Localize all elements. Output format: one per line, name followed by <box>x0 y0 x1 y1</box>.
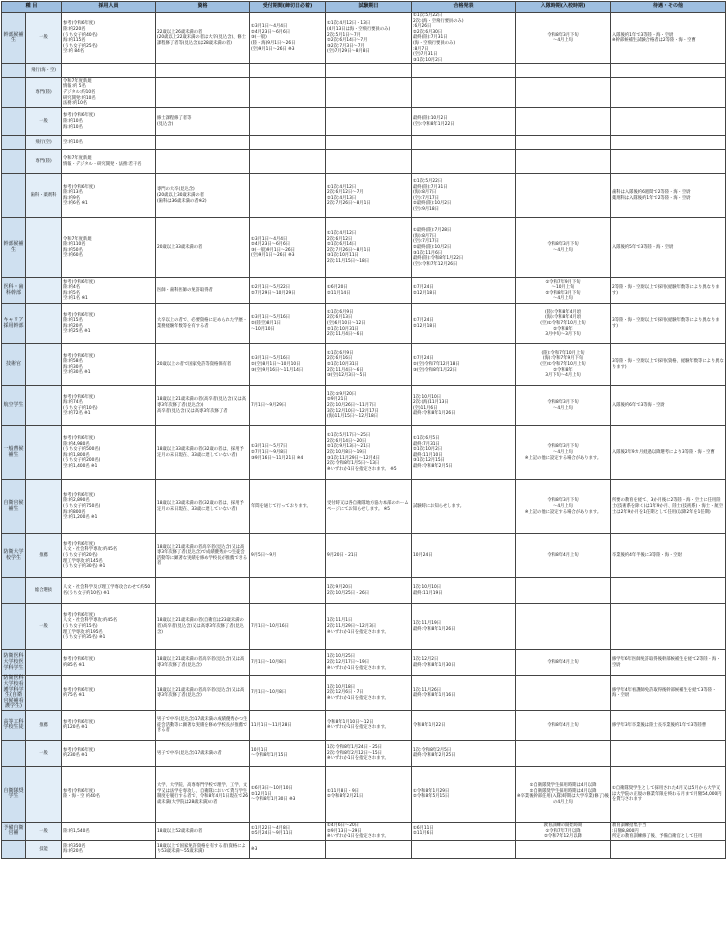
table-row <box>2 13 726 64</box>
exam-cell <box>326 78 412 108</box>
notes-cell: 修学年6年医師免許取得後幹部候補生を経て2等陸・海・空尉 <box>611 650 726 676</box>
category-cell <box>2 604 26 650</box>
table-row <box>2 386 726 426</box>
qualification-cell: 18歳以上21歳未満の者高卒者(見込含)又は高専3年次修了者(見込含) <box>156 676 250 711</box>
exam-cell: ①1次:6月9日 2次:6月16日 ②1次:10月31日 2次:11月4日〜6日 ③(空)12月3日〜5日 <box>326 344 412 386</box>
table-row <box>2 344 726 386</box>
table-row <box>2 604 726 650</box>
exam-cell: 1次:11月1日 2次:11月29日〜12月3日 ※いずれか1日を指定されます。 <box>326 604 412 650</box>
subcategory-cell: 一般 <box>26 108 62 136</box>
subcategory-cell: 一般 <box>26 822 62 840</box>
period-cell <box>250 64 326 78</box>
exam-cell <box>326 150 412 174</box>
header-exam: 試験期日 <box>326 2 412 13</box>
people-cell: 参考(令和6年度) 陸:約220名 (うち女子約40名) 海:約115名 (うち女子約25名) 空:約 84名 <box>62 13 156 64</box>
table-row <box>2 822 726 840</box>
category-cell: キャリア採用幹部 <box>2 304 26 344</box>
subcategory-cell: 推薦 <box>26 710 62 740</box>
period-cell <box>250 578 326 604</box>
notes-cell: 教育訓練招集手当 :日額8,800円 所定の教育訓練修了後、予備自衛官として任用 <box>611 822 726 840</box>
result-cell: 1次:令和8年2月5日 最終:令和8年2月25日 <box>412 740 516 766</box>
people-cell: 参考(令和6年度) 約85名 ※1 <box>62 650 156 676</box>
people-cell: 参考(令和6年度) 海:約74名 (うち女子約10名) 空:約72名 ※1 <box>62 386 156 426</box>
entry-cell: (陸):令和8年4月頃 (海):令和8年4月頃 (空)①令和7年10月上旬 ②令和8年 3月中旬〜3月下旬 <box>516 304 611 344</box>
people-cell: 陸:約1,540名 <box>62 822 156 840</box>
category-cell: 医科・歯科幹部 <box>2 278 26 304</box>
notes-cell <box>611 64 726 78</box>
recruitment-table <box>1 1 726 859</box>
qualification-cell: 男子で中卒(見込含)17歳未満の者 <box>156 740 250 766</box>
table-row <box>2 174 726 218</box>
people-cell: 空:約10名 <box>62 136 156 150</box>
entry-cell: 令和8年3月下旬 〜4月上旬 <box>516 13 611 64</box>
period-cell: ①3月1日〜5月16日 ②(陸空)8月1日 〜10月10日 <box>250 304 326 344</box>
notes-cell <box>611 78 726 108</box>
qualification-cell: 専門の大卒(見込含) (20歳以上30歳未満の者 (歯科は36歳未満の者※2) <box>156 174 250 218</box>
people-cell: 人文・社会科学及び理工学専攻合わせて約50名(うち女子約10名) ※1 <box>62 578 156 604</box>
exam-cell <box>326 108 412 136</box>
qualification-cell: 修士課程修了者等 (見込含) <box>156 108 250 136</box>
qualification-cell: 大学、大学院、高専専門学校で理学、工学、文学又は法学を専攻し、自衛隊において貸与学生制度を履行する者で、令和8年4月1日現在で26歳未満(大学院は28歳未満)の者 <box>156 766 250 822</box>
entry-cell <box>516 578 611 604</box>
result-cell: ①7月24日 ②12月18日 <box>412 304 516 344</box>
exam-cell: ①1次:4月12日 2次:6月12日〜7月 ②1次:4月13日 2次:7月26日〜8月1日 <box>326 174 412 218</box>
notes-cell: 修学年4年看護師免許取得後幹部候補生を経て3等陸・海・空尉 <box>611 676 726 711</box>
result-cell: 1次:11月19日 最終:令和8年1月26日 <box>412 604 516 650</box>
subcategory-cell: 歯科・薬剤科 <box>26 174 62 218</box>
entry-cell: 令和8年4月上旬 <box>516 650 611 676</box>
period-cell: 10月1日 〜令和8年1月15日 <box>250 740 326 766</box>
people-cell: 参考(令和6年度) 人文・社会科学専攻:約45名 (うち女子約15名) 理工学専攻:約195名 (うち女子約35名) ※1 <box>62 604 156 650</box>
exam-cell <box>326 840 412 858</box>
category-cell: 高等工科学校生徒 <box>2 710 26 740</box>
qualification-cell <box>156 78 250 108</box>
qualification-cell: 18歳以上52歳未満の者 <box>156 822 250 840</box>
exam-cell: ①6月20日 ②11月14日 <box>326 278 412 304</box>
exam-cell: ①1次:4月12日・13日 (4月13日は海・空飛行要員のみ) 2次:5月1日〜7月 ②2次:6月14日〜7月 ③2次:7月3日〜7月 (空)7月29日〜8月8日 <box>326 13 412 64</box>
table-row <box>2 650 726 676</box>
category-cell: 幹部候補生 <box>2 218 26 278</box>
notes-cell: 入隊後約6年で3等海・空尉 <box>611 386 726 426</box>
qualification-cell <box>156 578 250 604</box>
exam-cell: 1次:10月18日 2次:12月6日・7日 ※いずれか1日を指定されます。 <box>326 676 412 711</box>
category-cell <box>2 136 26 150</box>
header-people: 採用人員 <box>62 2 156 13</box>
entry-cell <box>516 136 611 150</box>
people-cell: 参考(令和6年度) 陸:約2,890名 (うち女子約750名) 海:約800名 空:約1,200名 ※1 <box>62 480 156 534</box>
notes-cell <box>611 150 726 174</box>
category-cell: 一般曹候補生 <box>2 426 26 480</box>
entry-cell: 令和8年3月下旬 〜4月上旬 <box>516 386 611 426</box>
category-cell: 自衛隊奨学生 <box>2 766 26 822</box>
period-cell: ※3 <box>250 840 326 858</box>
entry-cell: ①令和7年9月下旬 〜10月上旬 ②令和8年3月下旬 〜4月上旬 <box>516 278 611 304</box>
subcategory-cell <box>26 344 62 386</box>
header-result: 合格発表 <box>412 2 516 13</box>
result-cell: ①1次:6月5日 最終:7月31日 ②1次:10月2日 最終:11月10日 ③1次:12月15日 最終:令和8年2月5日 <box>412 426 516 480</box>
entry-cell: 令和8年3月下旬 〜4月上旬 ※上記の他に設定する場合があります。 <box>516 480 611 534</box>
category-cell <box>2 840 26 858</box>
subcategory-cell <box>26 480 62 534</box>
header-entry: 入隊時期(入校時期) <box>516 2 611 13</box>
header-category: 種 目 <box>2 2 62 13</box>
qualification-cell: 18歳以上21歳未満の者高卒者(見込含)又は高専3年次修了者(見込含) <box>156 650 250 676</box>
result-cell <box>412 78 516 108</box>
exam-cell: ①1次:5月17日〜25日 2次:6月14日〜20日 ②1次:9月13日〜21日 2次:10月8日〜19日 ③1次:11月29日〜12月4日 2次:令和8年1月5日〜13日 ※いずれか1日を指定されます。 ※5 <box>326 426 412 480</box>
exam-cell: ①1次:4月12日 2次:6月12日 ②1次:6月14日 2次:7月26日〜8月1日 ③1次:10月11日 2次:11月15日〜18日 <box>326 218 412 278</box>
table-row <box>2 766 726 822</box>
exam-cell <box>326 64 412 78</box>
qualification-cell <box>156 150 250 174</box>
people-cell: 陸:約350名 海:約20名 <box>62 840 156 858</box>
period-cell: 7月1日〜9月29日 <box>250 386 326 426</box>
category-cell: 幹部候補生 <box>2 13 26 64</box>
notes-cell: 3等陸・海・空尉以上で採用(経験年数等により異なります) <box>611 304 726 344</box>
category-cell <box>2 64 26 78</box>
entry-cell: 令和8年4月上旬 <box>516 534 611 578</box>
people-cell: 参考(令和6年度) 陸:約10名 海:約10名 <box>62 108 156 136</box>
exam-cell: 1次:9月20日 2次:10月25日・26日 <box>326 578 412 604</box>
result-cell: 1次:10月10日 2次:(海)11月13日 (空)11月6日 最終:令和8年1月26日 <box>412 386 516 426</box>
result-cell: 1次:12月2日 最終:令和8年1月30日 <box>412 650 516 676</box>
qualification-cell: 18歳以上で国家免許資格を有する者(資格により53歳未満〜55歳未満) <box>156 840 250 858</box>
exam-cell: 1次:令和8年1月24日・25日 2次:令和8年2月12日〜15日 ※いずれか1日を指定されます。 <box>326 740 412 766</box>
people-cell: 参考(令和6年度) 約230名 ※1 <box>62 740 156 766</box>
result-cell: 試験時にお知らせします。 <box>412 480 516 534</box>
table-row <box>2 136 726 150</box>
category-cell <box>2 108 26 136</box>
period-cell: ①3月1日〜4月4日 ②4月23日〜6月6日 ③(一般) (陸・海)9月1日〜26日 (空)9月1日〜26日 ※3 <box>250 13 326 64</box>
people-cell: 令和7年度新規 陸:約110名 海:約50名 空:約60名 <box>62 218 156 278</box>
people-cell: 参考(令和6年度) 陸:約13名 海:約9名 空:約6名 ※1 <box>62 174 156 218</box>
table-row <box>2 710 726 740</box>
subcategory-cell: 推薦 <box>26 534 62 578</box>
qualification-cell: 大卒以上の者で、必要資格に定められた学歴・業務経験年数等を有する者 <box>156 304 250 344</box>
category-cell <box>2 174 26 218</box>
people-cell <box>62 64 156 78</box>
entry-cell <box>516 740 611 766</box>
exam-cell <box>326 136 412 150</box>
exam-cell: 受付時又は各自衛隊地方協力本部のホームページにてお知らせします。 ※5 <box>326 480 412 534</box>
result-cell: 10月24日 <box>412 534 516 578</box>
period-cell: ①1月22日〜4月8日 ②5月24日〜9月11日 <box>250 822 326 840</box>
exam-cell: 令和8年1月10日〜12日 ※いずれか1日を指定されます。 <box>326 710 412 740</box>
people-cell: 令和7年度新規 情報・デジタル・研究開発・法務:若干名 <box>62 150 156 174</box>
table-row <box>2 108 726 136</box>
table-row <box>2 278 726 304</box>
period-cell <box>250 136 326 150</box>
subcategory-cell: 一般 <box>26 13 62 64</box>
exam-cell: 9月20日・21日 <box>326 534 412 578</box>
exam-cell: ①1次:6月9日 2次:6月13日 (空)6月10日〜12日 ②1次:10月31日 2次:11月4日〜6日 <box>326 304 412 344</box>
entry-cell: (陸):令和7年10月上旬 (海):令和7年9月下旬 (空)①令和7年10月上旬 ②令和8年 3月下旬〜4月上旬 <box>516 344 611 386</box>
period-cell: 7月1日〜10月8日 <box>250 676 326 711</box>
qualification-cell: 22歳以上26歳未満の者 (20歳以上22歳未満の者は大卒(見込含)、修士課程修了者等(見込含)は28歳未満の者) <box>156 13 250 64</box>
table-row <box>2 64 726 78</box>
header-qualification: 資格 <box>156 2 250 13</box>
result-cell: ①1次:5月22日 最終(陸):7月31日 (海):8月7日 (空):7月17日 ②最終(陸):10月2日 (空):9月18日 <box>412 174 516 218</box>
result-cell <box>412 840 516 858</box>
table-row <box>2 480 726 534</box>
notes-cell <box>611 840 726 858</box>
exam-cell: 1次:①9月20日 ②9月21日 2次:10月26日〜11月7日 3次:12月10日〜12月17日 (海)11月15日〜12月18日 <box>326 386 412 426</box>
qualification-cell: 18歳以上21歳未満の者(自衛官は23歳未満の者)高卒者(見込含)又は高専3年次修了者(見込含) <box>156 604 250 650</box>
period-cell: 11月1日〜11月28日 <box>250 710 326 740</box>
period-cell: ①3月1日〜5月7日 ②7月1日〜9月8日 ③9月16日〜11月21日 ※4 <box>250 426 326 480</box>
table-row <box>2 676 726 711</box>
result-cell: ①6月11日 ②11月6日 <box>412 822 516 840</box>
subcategory-cell <box>26 386 62 426</box>
qualification-cell: 18歳以上33歳未満の者(32歳の者は、採用予定月の末日現在、33歳に達していない者) <box>156 426 250 480</box>
result-cell: ①7月24日 ②12月18日 <box>412 278 516 304</box>
entry-cell: ①自衛隊奨学生採用時期は4月以降 ②自衛隊奨学生採用時期は4月以降 ※卒業後幹部任用(入隊)時期は大学卒業(修了)後の4月上旬 <box>516 766 611 822</box>
qualification-cell: 20歳以上の者で国家免許等資格保有者 <box>156 344 250 386</box>
table-row <box>2 534 726 578</box>
period-cell <box>250 108 326 136</box>
entry-cell <box>516 174 611 218</box>
subcategory-cell <box>26 278 62 304</box>
people-cell: 参考(令和6年度) 陸:約15名 海:約20名 空:約25名 ※1 <box>62 304 156 344</box>
subcategory-cell: 飛行(空) <box>26 136 62 150</box>
entry-cell <box>516 676 611 711</box>
entry-cell <box>516 604 611 650</box>
category-cell <box>2 150 26 174</box>
subcategory-cell: 技能 <box>26 840 62 858</box>
category-cell <box>2 78 26 108</box>
notes-cell: 3等陸・海・空尉以上で採用(資格、経験年数等により異なります) <box>611 344 726 386</box>
subcategory-cell <box>26 766 62 822</box>
period-cell: 7月1日〜10月8日 <box>250 650 326 676</box>
qualification-cell <box>156 64 250 78</box>
subcategory-cell <box>26 426 62 480</box>
period-cell: 9月5日〜9月 <box>250 534 326 578</box>
notes-cell: 歯科は入隊後約6週間で2等陸・海・空尉 薬剤科は入隊後約1年で2等陸・海・空尉 <box>611 174 726 218</box>
period-cell: ①2月1日〜5月22日 ②7月29日〜10月29日 <box>250 278 326 304</box>
notes-cell: 修学年3年卒業後は陸士長卒業後約1年で3等陸曹 <box>611 710 726 740</box>
period-cell: ①3月1日〜5月16日 ②(空)8月1日〜10月10日 ③(空)9月16日〜11月14日 <box>250 344 326 386</box>
subcategory-cell <box>26 304 62 344</box>
qualification-cell: 18歳以上21歳未満の者(高卒者(見込含)又は高専3年次修了者(見込含)) 高卒者(見込含)又は高専3年次修了者 <box>156 386 250 426</box>
qualification-cell: 男子で中卒(見込含)17歳未満の成績優秀かつ生徒会活動等に顕著な実績を修め学校長が推薦できる者 <box>156 710 250 740</box>
table-row <box>2 78 726 108</box>
result-cell <box>412 150 516 174</box>
table-row <box>2 218 726 278</box>
people-cell: 参考(令和6年度) 人文・社会科学専攻:約45名 (うち女子約20名) 理工学専攻:約145名 (うち女子約30名) ※1 <box>62 534 156 578</box>
people-cell: 参考(令和6年度) 陸・海・空 約40名 <box>62 766 156 822</box>
entry-cell: 教育訓練の開始時期 ①令和7年7月以降 ②令和7年12月以降 <box>516 822 611 840</box>
result-cell: ①最終(陸):7月28日 (海):8月7日 (空):7月17日 ②最終(陸):10月2日 ③1次:11月6日 最終(陸):令和8年1月22日 (空):令和7年12月26日 <box>412 218 516 278</box>
exam-cell: ①4月6日〜20日 ②9月13日〜29日 ※いずれか1日を指定されます。 <box>326 822 412 840</box>
entry-cell: 令和8年4月上旬 <box>516 710 611 740</box>
header-notes: 待遇・その他 <box>611 2 726 13</box>
result-cell: 最終(陸):10月2日 (空):令和8年1月22日 <box>412 108 516 136</box>
subcategory-cell <box>26 676 62 711</box>
notes-cell: 2等陸・海・空尉以上で採用(経験年数等により異なります) <box>611 278 726 304</box>
entry-cell <box>516 840 611 858</box>
exam-cell: ①11月8日・9日 ②令和8年2月21日 <box>326 766 412 822</box>
period-cell: 年間を通じて行っております。 <box>250 480 326 534</box>
notes-cell <box>611 604 726 650</box>
header-row <box>2 2 726 13</box>
notes-cell <box>611 136 726 150</box>
category-cell: 防衛大学校学生 <box>2 534 26 578</box>
notes-cell: 入隊後約5年で3等陸・海・空尉 <box>611 218 726 278</box>
category-cell: 自衛官候補生 <box>2 480 26 534</box>
people-cell: 参考(令和6年度) 陸:約58名 海:約30名 空:約30名 ※1 <box>62 344 156 386</box>
notes-cell: 卒業後約4年半後に3等陸・海・空尉 <box>611 534 726 578</box>
qualification-cell: 18歳以上33歳未満の者(32歳の者は、採用予定月の末日現在、33歳に達していない者) <box>156 480 250 534</box>
exam-cell: 1次:10月25日 2次:12月17日〜19日 ※いずれか1日を指定されます。 <box>326 650 412 676</box>
table-row <box>2 150 726 174</box>
category-cell: 技術官 <box>2 344 26 386</box>
header-period: 受付期間(締切日必着) <box>250 2 326 13</box>
people-cell: 参考(令和6年度) 陸:約4,980名 (うち女子約500名) 海:約1,800名 (うち女子約200名) 空:約1,400名 ※1 <box>62 426 156 480</box>
notes-cell: 所要の教育を経て、3か月後に2等陸・海・空士に任用陸士(技術系を除く)は1年9か月、陸士(技術系)・海士・航空士は2年9か月を1任期として任用(以降2年を1任期) <box>611 480 726 534</box>
notes-cell: 入隊後2年9カ月経過以降選考により3等陸・海・空曹 <box>611 426 726 480</box>
qualification-cell <box>156 136 250 150</box>
people-cell: 令和7年度新規 情報:約 5名 デジタル:約10名 研究開発:約10名 法務:約10名 <box>62 78 156 108</box>
result-cell: 令和8年1月22日 <box>412 710 516 740</box>
category-cell: 予備自衛官補 <box>2 822 26 840</box>
entry-cell: 令和8年3月下旬 〜4月上旬 <box>516 218 611 278</box>
result-cell: ①7月24日 ②(空)令和7年12月18日 ③(空)令和8年1月22日 <box>412 344 516 386</box>
table-row <box>2 840 726 858</box>
period-cell: ①6月3日〜10月10日 ②12月1日 〜令和8年1月30日 ※3 <box>250 766 326 822</box>
notes-cell: ①自衛隊奨学生として採用された4月又は5月から大学又は大学院の正規の修業年限を終わる月まで月額54,000円を貸与されます <box>611 766 726 822</box>
subcategory-cell <box>26 650 62 676</box>
qualification-cell: 20歳以上33歳未満の者 <box>156 218 250 278</box>
entry-cell: 令和8年3月下旬 〜4月上旬 ※上記の他に設定する場合があります。 <box>516 426 611 480</box>
period-cell <box>250 78 326 108</box>
result-cell <box>412 136 516 150</box>
notes-cell: 入隊後約1年で3等陸・海・空尉 ※幹部候補生試験合格者は2等陸・海・空曹 <box>611 13 726 64</box>
entry-cell <box>516 64 611 78</box>
subcategory-cell: 一般 <box>26 604 62 650</box>
category-cell <box>2 740 26 766</box>
subcategory-cell: 専門(陸) <box>26 78 62 108</box>
result-cell: ①令和8年1月29日 ②令和8年5月15日 <box>412 766 516 822</box>
period-cell: 7月1日〜10月16日 <box>250 604 326 650</box>
qualification-cell: 医師・歯科医師の免許取得者 <box>156 278 250 304</box>
result-cell: 1次:11月26日 最終:令和8年1月16日 <box>412 676 516 711</box>
notes-cell <box>611 740 726 766</box>
category-cell: 防衛医科大学校看護学科学生(自衛官候補看護学生) <box>3 675 24 710</box>
subcategory-cell <box>26 218 62 278</box>
period-cell: ①3月1日〜4月4日 ②4月23日〜6月6日 ③(一般)9月1日〜26日 (空)9月1日〜26日 ※3 <box>250 218 326 278</box>
table-body <box>2 13 726 859</box>
category-cell: 航空学生 <box>2 386 26 426</box>
table-row <box>2 304 726 344</box>
qualification-cell: 18歳以上21歳未満の者高卒者(見込含)又は高専3年次修了者(見込含)で成績優秀かつ生徒会活動等に顕著な実績を修め学校長が推薦できる者 <box>156 534 250 578</box>
entry-cell <box>516 78 611 108</box>
subcategory-cell: 総合選抜 <box>26 578 62 604</box>
people-cell: 参考(令和6年度) 約75名 ※1 <box>62 676 156 711</box>
category-cell <box>2 578 26 604</box>
subcategory-cell: 一般 <box>26 740 62 766</box>
subcategory-cell: 専門(陸) <box>26 150 62 174</box>
table-row <box>2 426 726 480</box>
result-cell: 1次:10月10日 最終:11月19日 <box>412 578 516 604</box>
people-cell: 参考(令和6年度) 約120名 ※1 <box>62 710 156 740</box>
result-cell: ①1次:5月22日 2次:(海・空飛行要員のみ) :6月26日 ②2次:6月30日 最終(陸):7月31日 (海・空飛行要員のみ) :8月7日 (空)7月31日 ③1次:10月2日 <box>412 13 516 64</box>
table-row <box>2 578 726 604</box>
entry-cell <box>516 108 611 136</box>
category-cell: 防衛医科大学校医学科学生 <box>2 650 26 676</box>
table-row <box>2 740 726 766</box>
people-cell: 参考(令和6年度) 陸:約4名 海:約5名 空:約1名 ※1 <box>62 278 156 304</box>
result-cell <box>412 64 516 78</box>
subcategory-cell: 飛行(海・空) <box>26 64 62 78</box>
period-cell <box>250 150 326 174</box>
entry-cell <box>516 150 611 174</box>
period-cell <box>250 174 326 218</box>
notes-cell <box>611 108 726 136</box>
notes-cell <box>611 578 726 604</box>
